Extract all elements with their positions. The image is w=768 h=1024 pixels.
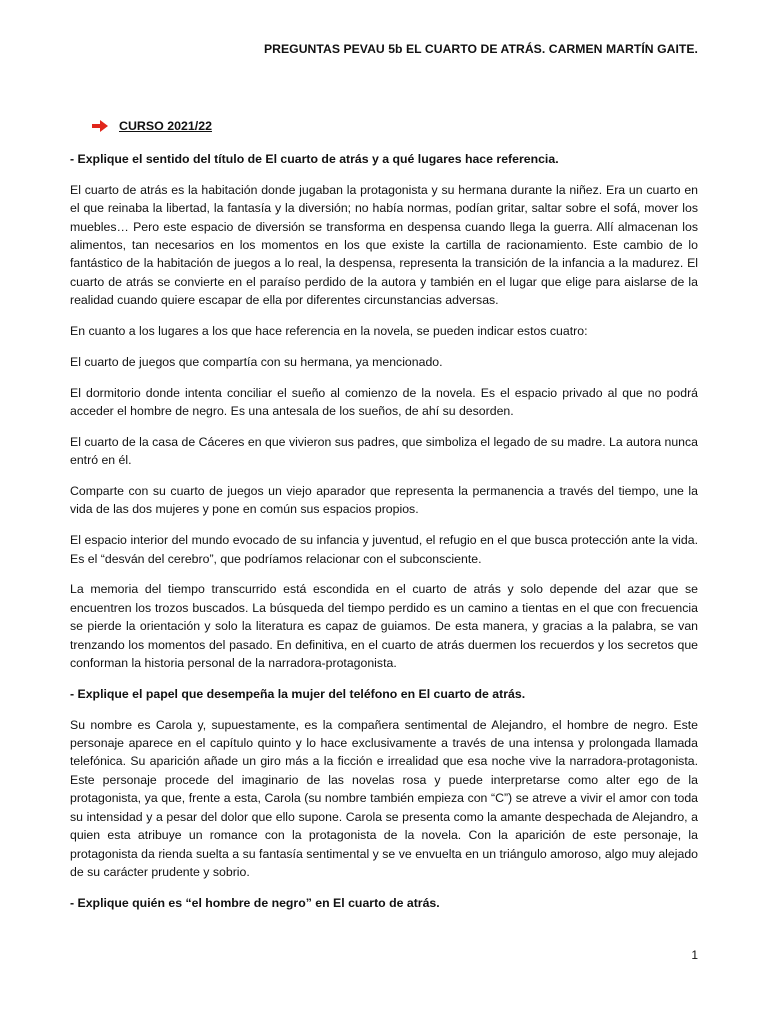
body-paragraph: El dormitorio donde intenta conciliar el sueño al comienzo de la novela. Es el espacio privado al que no podrá acceder el hombre de negro. Es una antesala de los sueños, de ahí su desorden. xyxy=(70,385,698,419)
page-header-title: PREGUNTAS PEVAU 5b EL CUARTO DE ATRÁS. CARMEN MARTÍN GAITE. xyxy=(263,42,698,56)
body-paragraph: La memoria del tiempo transcurrido está escondida en el cuarto de atrás y solo depende del azar que se encuentren los trozos buscados. La búsqueda del tiempo perdido es un camino a tientas en el que con frecuencia se pierde la orientación y solo la literatura es capaz de guiamos. De esta manera, y gracias a la palabra, se van trenzando los momentos del pasado. En definitiva, en el cuarto de atrás duermen los recuerdos y los secretos que conforman la historia personal de la narradora-protagonista. xyxy=(70,582,698,671)
question-heading: - Explique el papel que desempeña la mujer del teléfono en El cuarto de atrás. xyxy=(70,686,526,701)
question-heading: - Explique quién es “el hombre de negro” en El cuarto de atrás. xyxy=(70,895,440,910)
body-paragraph: El cuarto de juegos que compartía con su hermana, ya mencionado. xyxy=(70,354,443,369)
body-paragraph: El cuarto de la casa de Cáceres en que vivieron sus padres, que simboliza el legado de su madre. La autora nunca entró en él. xyxy=(70,434,698,468)
page-number: 1 xyxy=(691,948,698,962)
body-paragraph: Su nombre es Carola y, supuestamente, es la compañera sentimental de Alejandro, el hombre de negro. Este personaje aparece en el capítulo quinto y lo hace exclusivamente a través de una intensa y prolongada llamada telefónica. Su aparición añade un giro más a la ficción e irrealidad que esa noche vive la narradora-protagonista. Este personaje procede del imaginario de las novelas rosa y puede interpretarse como alter ego de la protagonista, ya que, frente a esta, Carola (su nombre también empieza con “C”) se atreve a vivir el amor con toda su intensidad y a pesar del dolor que ello supone. Carola se presenta como la amante despechada de Alejandro, a quien esta atribuye un romance con la protagonista de la novela. Con la aparición de este personaje, la protagonista da rienda suelta a su fantasía sentimental y se ve envuelta en un triángulo amoroso, algo muy alejado de su carácter prudente y sobrio. xyxy=(70,717,698,879)
course-label: CURSO 2021/22 xyxy=(119,119,212,133)
body-paragraph: El espacio interior del mundo evocado de su infancia y juventud, el refugio en el que busca protección ante la vida. Es el “desván del cerebro”, que podríamos relacionar con el subconsciente. xyxy=(70,533,698,566)
document-body xyxy=(70,150,698,925)
right-arrow-icon xyxy=(92,120,108,132)
course-heading xyxy=(92,119,212,133)
question-heading: - Explique el sentido del título de El cuarto de atrás y a qué lugares hace referencia. xyxy=(70,152,559,166)
body-paragraph: El cuarto de atrás es la habitación donde jugaban la protagonista y su hermana durante la niñez. Era un cuarto en el que reinaba la libertad, la fantasía y la diversión; no había normas, podían gritar, saltar sobre el sofá, mover los muebles… Pero este espacio de diversión se transforma en despensa cuando llega la guerra. Allí almacenan los alimentos, tan necesarios en los momentos en los que existe la cartilla de racionamiento. Este cambio de lo fantástico de la habitación de juegos a lo real, la despensa, representa la transición de la infancia a la madurez. El cuarto de atrás se convierte en el paraíso perdido de la autora y también en el lugar que elige para aislarse de la realidad cuando quiere escapar de ella por diferentes circunstancias adversas. xyxy=(70,182,698,308)
body-paragraph: Comparte con su cuarto de juegos un viejo aparador que representa la permanencia a través del tiempo, une la vida de las dos mujeres y pone en común sus espacios propios. xyxy=(70,484,698,517)
body-paragraph: En cuanto a los lugares a los que hace referencia en la novela, se pueden indicar estos cuatro: xyxy=(70,324,588,339)
